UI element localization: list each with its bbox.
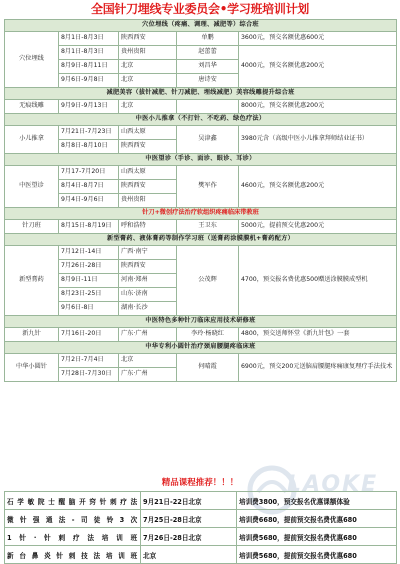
course-schedule-table [4, 19, 397, 382]
course-date: 7月21日-7月23日 [59, 126, 119, 140]
course-fee: 4700，预交报名费优惠500赠送涂膜膜成型机 [239, 246, 397, 316]
course-place: 呼和浩特 [119, 220, 177, 234]
course-teacher [177, 100, 239, 114]
course-place: 湖南·长沙 [119, 302, 177, 316]
recommended-course-row [5, 528, 397, 546]
course-name: 中华小圆针 [5, 354, 59, 382]
course-place: 广东·广州 [119, 368, 177, 382]
course-teacher: 赵蕾蕾 [177, 46, 239, 60]
course-date: 8月1日-8月3日 [59, 32, 119, 46]
recommended-course-row [5, 546, 397, 564]
course-place: 广西·南宁 [119, 246, 177, 260]
course-date: 8月4日-8月7日 [59, 180, 119, 194]
recommended-course-name: 微针强通法-司徒铃3次 [5, 510, 141, 528]
recommended-course-date: 9月21日-22日北京 [141, 492, 237, 510]
course-place: 陕西西安 [119, 140, 177, 154]
course-teacher: 王卫东 [177, 220, 239, 234]
recommended-course-name: 1针·针刺疗法培训班 [5, 528, 141, 546]
course-fee: 4800，预交送师怀堂《新九针包》一套 [239, 328, 397, 342]
recommended-course-date: 7月26日-28日北京 [141, 528, 237, 546]
course-place: 山西太原 [119, 126, 177, 140]
section-header: 针刀+微创疗法治疗软组织疼痛临床带教班 [5, 208, 397, 220]
course-date: 9月4日-9月6日 [59, 194, 119, 208]
course-date: 9月6日-9月8日 [59, 74, 119, 88]
course-place: 河南·郑州 [119, 274, 177, 288]
recommended-course-name: 石学敏院士醒脑开窍针刺疗法 [5, 492, 141, 510]
course-teacher: 李玲·杨晓红 [177, 328, 239, 342]
course-date: 7月2日-7月4日 [59, 354, 119, 368]
recommended-course-fee: 培训费6680，提前预交报名费优惠680 [237, 510, 397, 528]
course-place: 陕西西安 [119, 180, 177, 194]
section-header: 中医特色多种针刀临床应用技术研修班 [5, 316, 397, 328]
course-date: 7月26日-28日 [59, 260, 119, 274]
course-teacher: 樊军作 [177, 166, 239, 208]
course-teacher: 何晴霞 [177, 354, 239, 382]
course-date: 8月8日-8月10日 [59, 140, 119, 154]
course-place: 广东·广州 [119, 328, 177, 342]
section-header: 中医小儿推拿（不打针、不吃药、绿色疗法） [5, 114, 397, 126]
section-header: 减肥美容（拔针减肥、针刀减肥、埋线减肥）美容线雕提升综合班 [5, 88, 397, 100]
course-name: 无痕线雕 [5, 100, 59, 114]
course-date: 8月1日-8月3日 [59, 46, 119, 60]
course-fee: 3980元含（高级中医小儿推拿拜师结业证书） [239, 126, 397, 154]
recommended-course-row [5, 492, 397, 510]
course-teacher: 刘昌华 [177, 60, 239, 74]
course-name: 新型膏药 [5, 246, 59, 316]
course-date: 7月12日-14日 [59, 246, 119, 260]
course-date: 9月9日-9月13日 [59, 100, 119, 114]
course-date: 9月6日-8日 [59, 302, 119, 316]
course-fee: 3600元，预交名额优惠600元 [239, 32, 397, 46]
course-place: 北京 [119, 354, 177, 368]
course-date: 7月16日-20日 [59, 328, 119, 342]
section-header: 穴位埋线（疼痛、调理、减肥等）综合班 [5, 20, 397, 32]
recommended-course-name: 新台鼻炎针刺技法培训班 [5, 546, 141, 564]
course-date: 8月15日-8月19日 [59, 220, 119, 234]
course-place: 陕西西安 [119, 32, 177, 46]
promo-heading: 精品课程推荐！！！ [161, 478, 239, 488]
course-date: 8月23日-25日 [59, 288, 119, 302]
section-header: 新型膏药、液体膏药等制作学习班（送膏药涂膜膜机+膏药配方） [5, 234, 397, 246]
course-place: 山西太原 [119, 166, 177, 180]
course-date: 8月9日-8月11日 [59, 60, 119, 74]
course-place: 贵州贵阳 [119, 46, 177, 60]
course-name: 小儿推拿 [5, 126, 59, 154]
watermark-text: LAOKE [287, 472, 379, 497]
page-title: 全国针刀埋线专业委员会•学习班培训计划 [91, 2, 309, 16]
course-place: 北京 [119, 60, 177, 74]
recommended-course-date: 北京 [141, 546, 237, 564]
course-fee: 4000元，预交名额优惠200元 [239, 46, 397, 88]
course-place: 贵州贵阳 [119, 194, 177, 208]
course-teacher: 吴津鑫 [177, 126, 239, 154]
course-date: 7月17-7月20日 [59, 166, 119, 180]
course-place: 陕西西安 [119, 260, 177, 274]
section-header: 中华专利小圆针治疗颈肩腰腿疼临床班 [5, 342, 397, 354]
recommended-course-fee: 培训费5680，提前预交报名费优惠680 [237, 546, 397, 564]
recommended-course-date: 7月25日-28日北京 [141, 510, 237, 528]
course-name: 穴位埋线 [5, 32, 59, 88]
course-teacher: 公茂辉 [177, 246, 239, 316]
course-name: 新九针 [5, 328, 59, 342]
course-place: 北京 [119, 74, 177, 88]
recommended-courses-table [4, 491, 397, 564]
course-fee: 8000元，预交名额优惠200元 [239, 100, 397, 114]
course-teacher: 唐诗安 [177, 74, 239, 88]
course-date: 8月9日-11日 [59, 274, 119, 288]
course-fee: 5000元，提前预交优惠200元 [239, 220, 397, 234]
recommended-course-fee: 培训费5680，提前预交报名费优惠680 [237, 528, 397, 546]
course-place: 山东·济南 [119, 288, 177, 302]
course-fee: 6900元，预交200元送脑肩腰腿疼痛康复理疗手法技术 [239, 354, 397, 382]
course-name: 针刀班 [5, 220, 59, 234]
recommended-course-row [5, 510, 397, 528]
course-teacher: 单鹏 [177, 32, 239, 46]
course-place: 北京 [119, 100, 177, 114]
course-date: 7月28日-7月30日 [59, 368, 119, 382]
course-name: 中医望诊 [5, 166, 59, 208]
recommended-course-fee: 培训费3800，预交报名优惠课额体验 [237, 492, 397, 510]
course-fee: 4600元，预交名额优惠200元 [239, 166, 397, 208]
section-header: 中医望诊（手诊、面诊、眼诊、耳诊） [5, 154, 397, 166]
